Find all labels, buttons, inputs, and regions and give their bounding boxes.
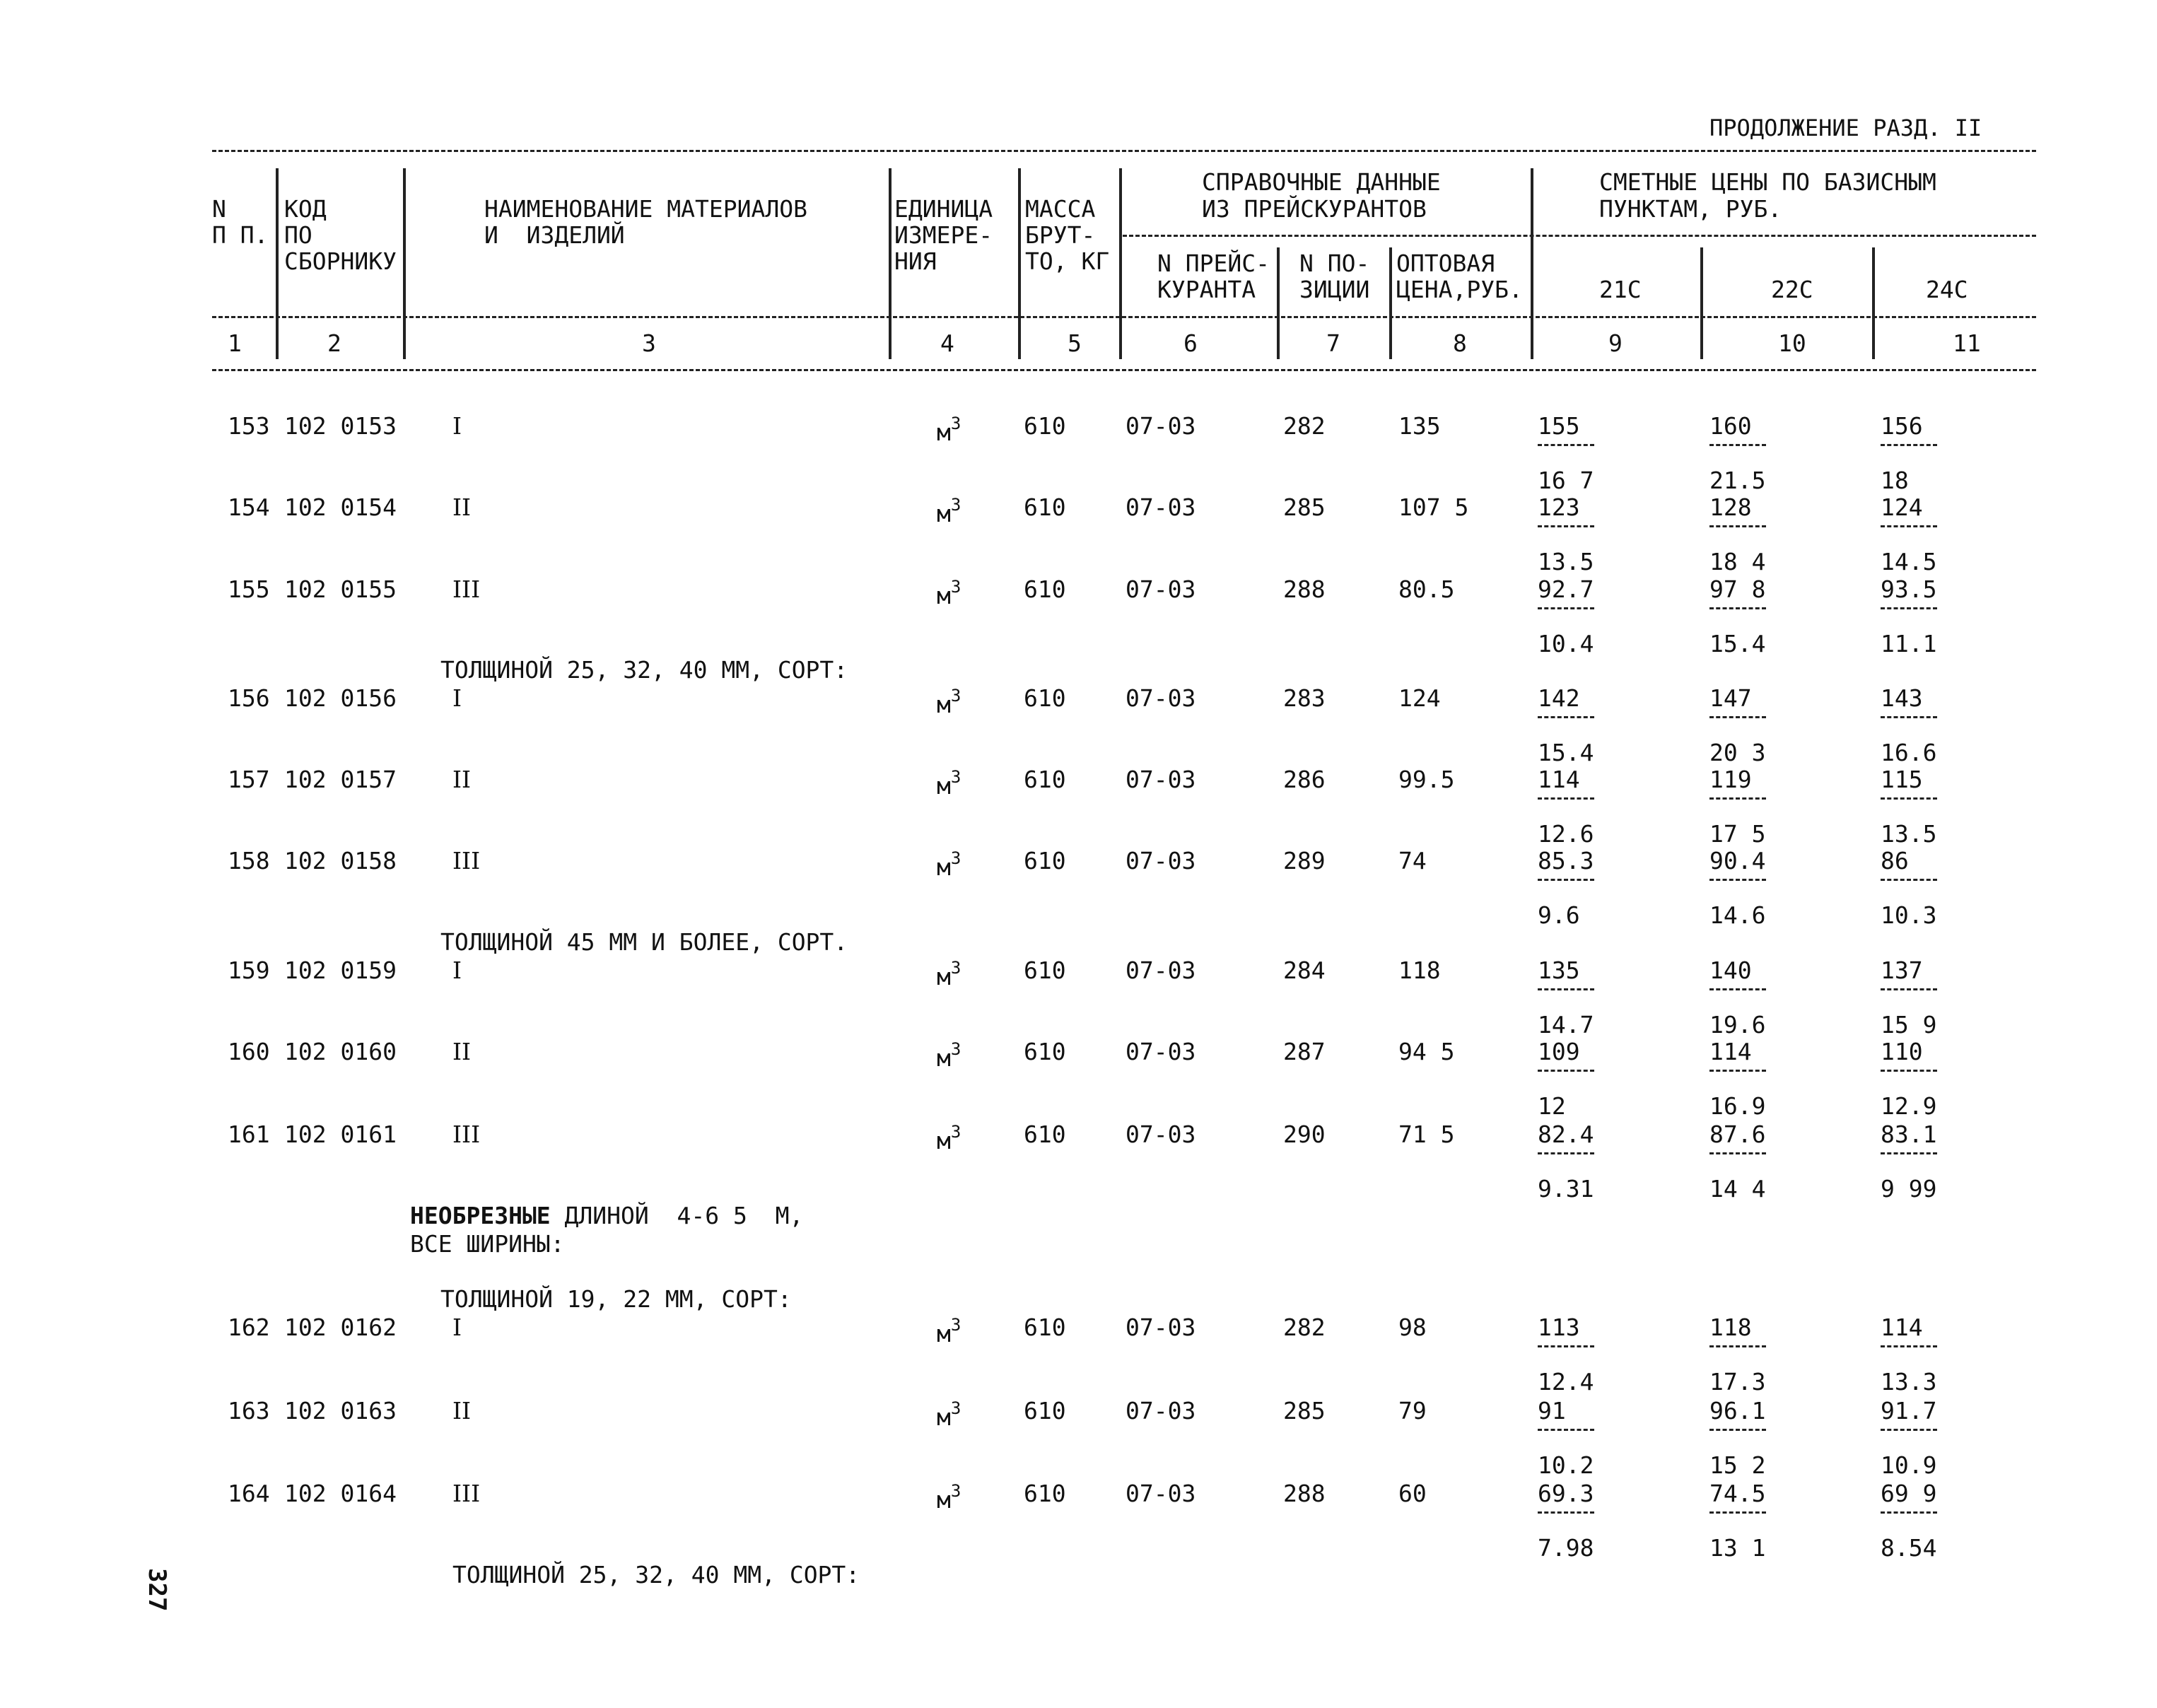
fraction-line (1538, 1511, 1594, 1514)
header-col10: 22С (1771, 276, 1813, 303)
price-p22-top: 114 (1709, 1038, 1752, 1065)
header-col1-l2: П П. (212, 221, 269, 249)
row-mass: 610 (1024, 684, 1066, 712)
unit-exponent: 3 (950, 1039, 961, 1059)
row-number: 163 (228, 1397, 270, 1425)
price-p22-bottom: 20 3 (1709, 739, 1766, 766)
fraction-line (1538, 1345, 1594, 1347)
price-p22-bottom: 18 4 (1709, 548, 1766, 575)
header-col4-l2: ИЗМЕРЕ- (894, 221, 993, 249)
row-code: 102 0160 (284, 1038, 397, 1065)
price-p24-bottom: 14.5 (1881, 548, 1937, 575)
price-p21-top: 113 (1538, 1314, 1580, 1341)
unit-base: м (937, 1044, 951, 1072)
unit-base: м (937, 1486, 951, 1514)
price-p21-bottom: 16 7 (1538, 467, 1594, 494)
price-p22-top: 97 8 (1709, 575, 1766, 603)
row-position: 282 (1283, 412, 1326, 440)
fraction-line (1538, 1070, 1594, 1072)
price-p22-bottom: 15.4 (1709, 630, 1766, 657)
price-p21-top: 69.3 (1538, 1480, 1594, 1507)
fraction-line (1538, 1152, 1594, 1154)
row-code: 102 0164 (284, 1480, 397, 1507)
fraction-line (1881, 1429, 1937, 1431)
fraction-line (1709, 1345, 1766, 1347)
fraction-line (1709, 797, 1766, 800)
header-sep-1 (276, 168, 279, 359)
row-pricelist: 07-03 (1126, 412, 1196, 440)
price-p21-top: 109 (1538, 1038, 1580, 1065)
price-p24-bottom: 8.54 (1881, 1534, 1937, 1562)
price-p24-top: 83.1 (1881, 1121, 1937, 1148)
colnum-8: 8 (1453, 329, 1467, 357)
row-pricelist: 07-03 (1126, 957, 1196, 984)
price-p22-top: 118 (1709, 1314, 1752, 1341)
header-col7-l2: ЗИЦИИ (1299, 276, 1370, 303)
fraction-line (1709, 879, 1766, 881)
unit-base: м (937, 1403, 951, 1431)
header-top-rule (212, 150, 2036, 152)
row-number: 164 (228, 1480, 270, 1507)
row-name: II (452, 493, 472, 521)
price-p21-bottom: 12.4 (1538, 1368, 1594, 1396)
row-position: 290 (1283, 1121, 1326, 1148)
fraction-line (1538, 988, 1594, 990)
row-number: 158 (228, 847, 270, 875)
price-p21-bottom: 10.4 (1538, 630, 1594, 657)
unit-base: м (937, 582, 951, 609)
row-position: 282 (1283, 1314, 1326, 1341)
row-code: 102 0161 (284, 1121, 397, 1148)
fraction-line (1881, 1345, 1937, 1347)
row-code: 102 0154 (284, 493, 397, 521)
row-mass: 610 (1024, 847, 1066, 875)
row-unit (937, 1315, 961, 1347)
row-code: 102 0157 (284, 766, 397, 793)
row-mass: 610 (1024, 1480, 1066, 1507)
row-number: 154 (228, 493, 270, 521)
row-position: 283 (1283, 684, 1326, 712)
price-p22-top: 147 (1709, 684, 1752, 712)
price-p24-bottom: 10.3 (1881, 901, 1937, 929)
price-p21-top: 123 (1538, 493, 1580, 521)
fraction-line (1709, 1152, 1766, 1154)
unit-exponent: 3 (950, 577, 961, 597)
row-pricelist: 07-03 (1126, 1314, 1196, 1341)
row-wholesale-price: 135 (1398, 412, 1441, 440)
header-sub-rule (1123, 235, 2036, 237)
row-code: 102 0153 (284, 412, 397, 440)
row-number: 156 (228, 684, 270, 712)
section-label-3-rest: ДЛИНОЙ 4-6 5 М, (550, 1202, 804, 1229)
fraction-line (1881, 444, 1937, 446)
fraction-line (1881, 797, 1937, 800)
price-p21-bottom: 9.6 (1538, 901, 1580, 929)
price-p24-top: 91.7 (1881, 1397, 1937, 1425)
price-p22-bottom: 14.6 (1709, 901, 1766, 929)
row-code: 102 0155 (284, 575, 397, 603)
fraction-line (1881, 525, 1937, 527)
price-p24-bottom: 16.6 (1881, 739, 1937, 766)
unit-base: м (937, 963, 951, 990)
colnum-10: 10 (1778, 329, 1806, 357)
row-name: I (452, 412, 462, 440)
section-label-3 (410, 1203, 803, 1229)
row-unit (937, 577, 961, 609)
unit-base: м (937, 500, 951, 527)
row-position: 288 (1283, 1480, 1326, 1507)
section-label-4: ТОЛЩИНОЙ 19, 22 ММ, СОРТ: (440, 1285, 792, 1313)
price-p22-bottom: 17 5 (1709, 820, 1766, 848)
price-p22-bottom: 15 2 (1709, 1451, 1766, 1479)
row-wholesale-price: 99.5 (1398, 766, 1455, 793)
row-wholesale-price: 98 (1398, 1314, 1427, 1341)
header-col7-l1: N ПО- (1299, 250, 1370, 277)
price-p22-top: 119 (1709, 766, 1752, 793)
row-number: 162 (228, 1314, 270, 1341)
header-sep-10 (1872, 247, 1875, 359)
row-name: III (452, 575, 481, 603)
section-label-3-line2: ВСЕ ШИРИНЫ: (410, 1230, 565, 1258)
row-unit (937, 1481, 961, 1513)
colnum-2: 2 (327, 329, 341, 357)
row-position: 289 (1283, 847, 1326, 875)
row-position: 285 (1283, 493, 1326, 521)
row-wholesale-price: 94 5 (1398, 1038, 1455, 1065)
page-number: 327 (143, 1568, 171, 1612)
unit-exponent: 3 (950, 686, 961, 706)
section-label-3-bold: НЕОБРЕЗНЫЕ (410, 1202, 551, 1229)
fraction-line (1881, 716, 1937, 718)
header-sep-9 (1700, 247, 1703, 359)
row-mass: 610 (1024, 575, 1066, 603)
fraction-line (1881, 988, 1937, 990)
row-mass: 610 (1024, 412, 1066, 440)
row-wholesale-price: 74 (1398, 847, 1427, 875)
price-p22-top: 128 (1709, 493, 1752, 521)
fraction-line (1709, 607, 1766, 609)
unit-base: м (937, 1320, 951, 1347)
row-name: II (452, 1397, 472, 1425)
price-p21-bottom: 12.6 (1538, 820, 1594, 848)
row-mass: 610 (1024, 1038, 1066, 1065)
fraction-line (1538, 1429, 1594, 1431)
row-pricelist: 07-03 (1126, 766, 1196, 793)
continuation-title: ПРОДОЛЖЕНИЕ РАЗД. II (1709, 115, 1982, 141)
row-number: 160 (228, 1038, 270, 1065)
row-wholesale-price: 60 (1398, 1480, 1427, 1507)
fraction-line (1881, 879, 1937, 881)
row-wholesale-price: 107 5 (1398, 493, 1469, 521)
row-code: 102 0162 (284, 1314, 397, 1341)
header-col4-l1: ЕДИНИЦА (894, 195, 993, 223)
price-p24-top: 69 9 (1881, 1480, 1937, 1507)
unit-base: м (937, 772, 951, 800)
price-p24-bottom: 10.9 (1881, 1451, 1937, 1479)
header-sep-6 (1277, 247, 1280, 359)
row-pricelist: 07-03 (1126, 847, 1196, 875)
price-p24-top: 86 (1881, 847, 1909, 875)
row-unit (937, 1039, 961, 1071)
row-number: 153 (228, 412, 270, 440)
fraction-line (1881, 1511, 1937, 1514)
price-p21-top: 82.4 (1538, 1121, 1594, 1148)
row-code: 102 0163 (284, 1397, 397, 1425)
header-group-b-l1: СМЕТНЫЕ ЦЕНЫ ПО БАЗИСНЫМ (1599, 168, 1936, 196)
row-pricelist: 07-03 (1126, 684, 1196, 712)
header-sep-7 (1389, 247, 1392, 359)
price-p24-bottom: 13.5 (1881, 820, 1937, 848)
price-p24-bottom: 11.1 (1881, 630, 1937, 657)
unit-exponent: 3 (950, 495, 961, 515)
price-p21-bottom: 13.5 (1538, 548, 1594, 575)
price-p21-top: 114 (1538, 766, 1580, 793)
fraction-line (1881, 1070, 1937, 1072)
fraction-line (1538, 525, 1594, 527)
row-mass: 610 (1024, 1121, 1066, 1148)
price-p21-top: 91 (1538, 1397, 1566, 1425)
fraction-line (1709, 1429, 1766, 1431)
unit-base: м (937, 419, 951, 446)
colnum-11: 11 (1953, 329, 1981, 357)
row-number: 161 (228, 1121, 270, 1148)
fraction-line (1881, 1152, 1937, 1154)
unit-exponent: 3 (950, 958, 961, 978)
unit-exponent: 3 (950, 848, 961, 868)
price-p24-top: 143 (1881, 684, 1923, 712)
price-p22-top: 160 (1709, 412, 1752, 440)
unit-exponent: 3 (950, 767, 961, 787)
price-p22-top: 90.4 (1709, 847, 1766, 875)
price-p22-bottom: 13 1 (1709, 1534, 1766, 1562)
price-p21-top: 142 (1538, 684, 1580, 712)
row-name: II (452, 766, 472, 793)
price-p22-bottom: 19.6 (1709, 1011, 1766, 1039)
row-unit (937, 958, 961, 990)
price-p22-bottom: 21.5 (1709, 467, 1766, 494)
row-position: 284 (1283, 957, 1326, 984)
unit-exponent: 3 (950, 414, 961, 433)
row-name: III (452, 1121, 481, 1148)
row-pricelist: 07-03 (1126, 1480, 1196, 1507)
row-name: II (452, 1038, 472, 1065)
header-col2-l3: СБОРНИКУ (284, 247, 397, 275)
fraction-line (1538, 607, 1594, 609)
header-col8-l1: ОПТОВАЯ (1396, 250, 1495, 277)
unit-exponent: 3 (950, 1315, 961, 1335)
row-name: I (452, 957, 462, 984)
price-p21-bottom: 12 (1538, 1092, 1566, 1120)
row-position: 286 (1283, 766, 1326, 793)
price-p22-bottom: 14 4 (1709, 1175, 1766, 1203)
row-position: 288 (1283, 575, 1326, 603)
fraction-line (1709, 525, 1766, 527)
fraction-line (1709, 444, 1766, 446)
row-pricelist: 07-03 (1126, 493, 1196, 521)
fraction-line (1538, 879, 1594, 881)
price-p24-bottom: 13.3 (1881, 1368, 1937, 1396)
row-name: III (452, 1480, 481, 1507)
header-group-b-l2: ПУНКТАМ, РУБ. (1599, 195, 1782, 223)
fraction-line (1709, 716, 1766, 718)
row-mass: 610 (1024, 1314, 1066, 1341)
price-p22-top: 87.6 (1709, 1121, 1766, 1148)
unit-base: м (937, 1127, 951, 1154)
price-p21-bottom: 7.98 (1538, 1534, 1594, 1562)
price-p21-bottom: 9.31 (1538, 1175, 1594, 1203)
row-pricelist: 07-03 (1126, 1121, 1196, 1148)
row-name: III (452, 847, 481, 875)
row-unit (937, 1398, 961, 1430)
row-pricelist: 07-03 (1126, 1397, 1196, 1425)
row-mass: 610 (1024, 957, 1066, 984)
header-col3-l2: И ИЗДЕЛИЙ (484, 221, 625, 249)
section-label-1: ТОЛЩИНОЙ 25, 32, 40 ММ, СОРТ: (440, 656, 848, 684)
header-col11: 24С (1926, 276, 1968, 303)
header-col8-l2: ЦЕНА,РУБ. (1396, 276, 1523, 303)
row-number: 155 (228, 575, 270, 603)
header-bottom-rule (212, 369, 2036, 371)
price-p22-top: 140 (1709, 957, 1752, 984)
price-p22-bottom: 17.3 (1709, 1368, 1766, 1396)
colnum-6: 6 (1183, 329, 1198, 357)
price-p24-top: 124 (1881, 493, 1923, 521)
header-sep-2 (403, 168, 406, 359)
row-wholesale-price: 118 (1398, 957, 1441, 984)
row-mass: 610 (1024, 766, 1066, 793)
row-name: I (452, 1314, 462, 1341)
price-p24-top: 110 (1881, 1038, 1923, 1065)
row-number: 159 (228, 957, 270, 984)
row-wholesale-price: 124 (1398, 684, 1441, 712)
header-sep-8 (1531, 168, 1533, 359)
colnum-1: 1 (228, 329, 242, 357)
row-code: 102 0159 (284, 957, 397, 984)
row-wholesale-price: 79 (1398, 1397, 1427, 1425)
row-number: 157 (228, 766, 270, 793)
price-p24-top: 114 (1881, 1314, 1923, 1341)
fraction-line (1709, 1070, 1766, 1072)
price-p22-bottom: 16.9 (1709, 1092, 1766, 1120)
price-p22-top: 96.1 (1709, 1397, 1766, 1425)
price-p22-top: 74.5 (1709, 1480, 1766, 1507)
row-code: 102 0158 (284, 847, 397, 875)
row-code: 102 0156 (284, 684, 397, 712)
header-col5-l3: ТО, КГ (1025, 247, 1110, 275)
row-mass: 610 (1024, 493, 1066, 521)
price-p24-top: 93.5 (1881, 575, 1937, 603)
header-group-a-l2: ИЗ ПРЕЙСКУРАНТОВ (1202, 195, 1427, 223)
header-col5-l1: МАССА (1025, 195, 1096, 223)
fraction-line (1709, 988, 1766, 990)
price-p24-bottom: 12.9 (1881, 1092, 1937, 1120)
row-pricelist: 07-03 (1126, 575, 1196, 603)
row-position: 285 (1283, 1397, 1326, 1425)
header-sep-4 (1018, 168, 1021, 359)
unit-exponent: 3 (950, 1398, 961, 1418)
row-name: I (452, 684, 462, 712)
unit-base: м (937, 691, 951, 718)
header-col6-l1: N ПРЕЙС- (1157, 250, 1270, 277)
colnum-3: 3 (642, 329, 656, 357)
row-position: 287 (1283, 1038, 1326, 1065)
row-unit (937, 414, 961, 445)
price-p24-bottom: 15 9 (1881, 1011, 1937, 1039)
price-p24-bottom: 18 (1881, 467, 1909, 494)
row-unit (937, 495, 961, 527)
row-unit (937, 686, 961, 718)
price-p24-top: 156 (1881, 412, 1923, 440)
header-col4-l3: НИЯ (894, 247, 937, 275)
header-col2-l1: КОД (284, 195, 327, 223)
row-unit (937, 848, 961, 880)
price-p24-bottom: 9 99 (1881, 1175, 1937, 1203)
row-pricelist: 07-03 (1126, 1038, 1196, 1065)
price-p24-top: 115 (1881, 766, 1923, 793)
colnum-7: 7 (1326, 329, 1340, 357)
section-label-2: ТОЛЩИНОЙ 45 ММ И БОЛЕЕ, СОРТ. (440, 928, 848, 956)
price-p21-bottom: 15.4 (1538, 739, 1594, 766)
fraction-line (1538, 797, 1594, 800)
fraction-line (1709, 1511, 1766, 1514)
fraction-line (1881, 607, 1937, 609)
unit-exponent: 3 (950, 1122, 961, 1142)
price-p21-bottom: 10.2 (1538, 1451, 1594, 1479)
unit-base: м (937, 853, 951, 881)
price-p24-top: 137 (1881, 957, 1923, 984)
row-unit (937, 1122, 961, 1154)
colnum-5: 5 (1068, 329, 1082, 357)
header-col6-l2: КУРАНТА (1157, 276, 1256, 303)
section-label-5: ТОЛЩИНОЙ 25, 32, 40 ММ, СОРТ: (452, 1561, 860, 1589)
header-mid-rule (212, 316, 2036, 318)
price-p21-bottom: 14.7 (1538, 1011, 1594, 1039)
price-p21-top: 155 (1538, 412, 1580, 440)
row-mass: 610 (1024, 1397, 1066, 1425)
header-col1-l1: N (212, 195, 226, 223)
colnum-9: 9 (1608, 329, 1623, 357)
colnum-4: 4 (940, 329, 954, 357)
fraction-line (1538, 716, 1594, 718)
header-col3-l1: НАИМЕНОВАНИЕ МАТЕРИАЛОВ (484, 195, 807, 223)
header-col9: 21С (1599, 276, 1642, 303)
price-p21-top: 85.3 (1538, 847, 1594, 875)
price-p21-top: 92.7 (1538, 575, 1594, 603)
header-group-a-l1: СПРАВОЧНЫЕ ДАННЫЕ (1202, 168, 1441, 196)
row-wholesale-price: 80.5 (1398, 575, 1455, 603)
unit-exponent: 3 (950, 1481, 961, 1501)
fraction-line (1538, 444, 1594, 446)
price-p21-top: 135 (1538, 957, 1580, 984)
header-sep-5 (1119, 168, 1122, 359)
header-col2-l2: ПО (284, 221, 312, 249)
row-unit (937, 767, 961, 799)
header-col5-l2: БРУТ- (1025, 221, 1096, 249)
row-wholesale-price: 71 5 (1398, 1121, 1455, 1148)
header-sep-3 (889, 168, 892, 359)
